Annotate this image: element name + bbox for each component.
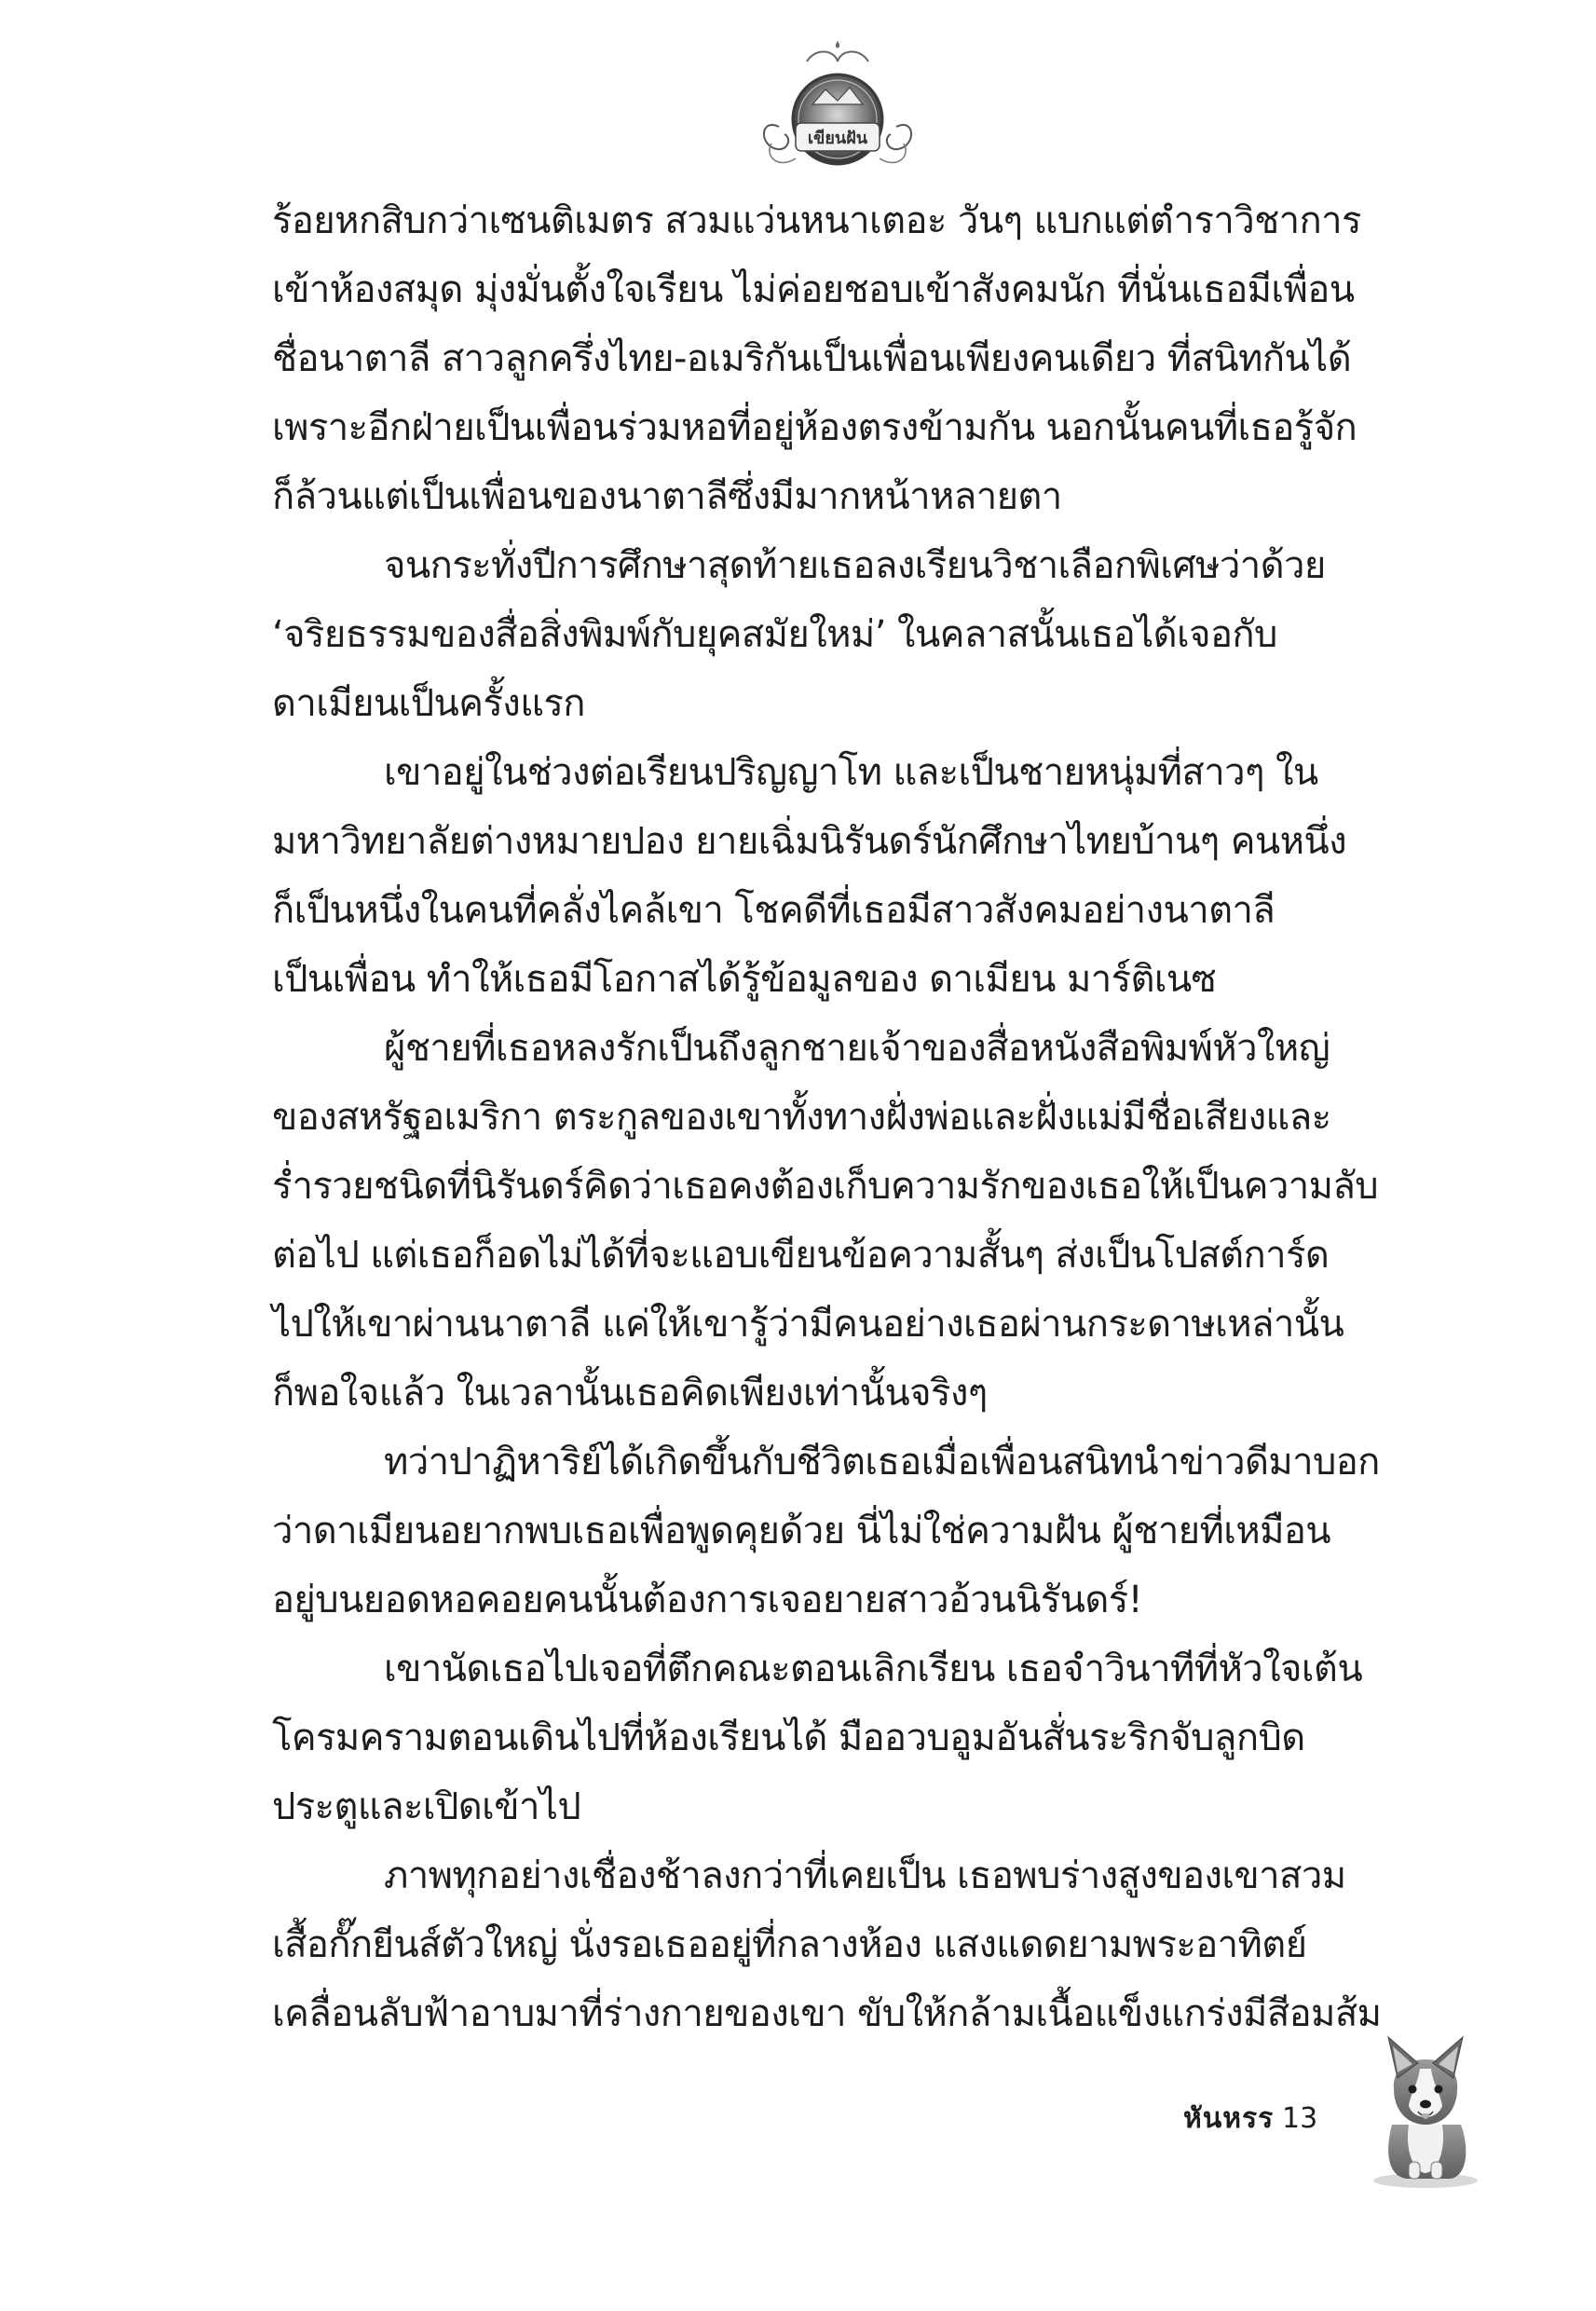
text-line: เป็นเพื่อน ทำให้เธอมีโอกาสได้รู้ข้อมูลของ ดาเมียน มาร์ติเนซ [272,958,1217,1001]
text-line: ประตูและเปิดเข้าไป [272,1785,581,1828]
text-line: ต่อไป แต่เธอก็อดไม่ได้ที่จะแอบเขียนข้อความสั้นๆ ส่งเป็นโปสต์การ์ด [272,1234,1330,1277]
text-line: เข้าห้องสมุด มุ่งมั่นตั้งใจเรียน ไม่ค่อยชอบเข้าสังคมนัก ที่นั่นเธอมีเพื่อน [272,268,1355,311]
text-line: ทว่าปาฏิหาริย์ได้เกิดขึ้นกับชีวิตเธอเมื่อเพื่อนสนิทนำข่าวดีมาบอก [384,1441,1380,1484]
footer-book-title: หันหรร [1183,2102,1275,2135]
text-line: เขาอยู่ในช่วงต่อเรียนปริญญาโท และเป็นชายหนุ่มที่สาวๆ ใน [384,751,1318,794]
text-line: เพราะอีกฝ่ายเป็นเพื่อนร่วมหอที่อยู่ห้องตรงข้ามกัน นอกนั้นคนที่เธอรู้จัก [272,406,1357,449]
text-line: ดาเมียนเป็นครั้งแรก [272,682,585,725]
text-line: เคลื่อนลับฟ้าอาบมาที่ร่างกายของเขา ขับให้กล้ามเนื้อแข็งแกร่งมีสีอมส้ม [272,1992,1382,2035]
text-line: ร่ำรวยชนิดที่นิรันดร์คิดว่าเธอคงต้องเก็บความรักของเธอให้เป็นความลับ [272,1165,1379,1208]
text-line: โครมครามตอนเดินไปที่ห้องเรียนได้ มืออวบอูมอันสั่นระริกจับลูกบิด [272,1716,1305,1759]
text-line: ‘จริยธรรมของสื่อสิ่งพิมพ์กับยุคสมัยใหม่’ ในคลาสนั้นเธอได้เจอกับ [272,613,1277,656]
text-line: จนกระทั่งปีการศึกษาสุดท้ายเธอลงเรียนวิชาเลือกพิเศษว่าด้วย [384,544,1326,587]
text-line: อยู่บนยอดหอคอยคนนั้นต้องการเจอยายสาวอ้วนนิรันดร์! [272,1579,1143,1621]
text-line: ของสหรัฐอเมริกา ตระกูลของเขาทั้งทางฝั่งพ่อและฝั่งแม่มีชื่อเสียงและ [272,1096,1331,1139]
text-line: เขานัดเธอไปเจอที่ตึกคณะตอนเลิกเรียน เธอจำวินาทีที่หัวใจเต้น [384,1648,1363,1690]
text-line: ก็เป็นหนึ่งในคนที่คลั่งไคล้เขา โชคดีที่เธอมีสาวสังคมอย่างนาตาลี [272,889,1275,932]
header-emblem-logo [751,34,924,181]
text-line: มหาวิทยาลัยต่างหมายปอง ยายเฉิ่มนิรันดร์นักศึกษาไทยบ้านๆ คนหนึ่ง [272,820,1347,863]
text-line: ผู้ชายที่เธอหลงรักเป็นถึงลูกชายเจ้าของสื่อหนังสือพิมพ์หัวใหญ่ [384,1027,1330,1070]
text-line: ชื่อนาตาลี สาวลูกครึ่งไทย-อเมริกันเป็นเพื่อนเพียงคนเดียว ที่สนิทกันได้ [272,337,1352,380]
text-line: ว่าดาเมียนอยากพบเธอเพื่อพูดคุยด้วย นี่ไม่ใช่ความฝัน ผู้ชายที่เหมือน [272,1510,1331,1552]
text-line: ไปให้เขาผ่านนาตาลี แค่ให้เขารู้ว่ามีคนอย่างเธอผ่านกระดาษเหล่านั้น [272,1303,1344,1346]
text-line: ก็พอใจแล้ว ในเวลานั้นเธอคิดเพียงเท่านั้นจริงๆ [272,1372,988,1415]
text-line: ก็ล้วนแต่เป็นเพื่อนของนาตาลีซึ่งมีมากหน้าหลายตา [272,475,1062,518]
text-line: ภาพทุกอย่างเชื่องช้าลงกว่าที่เคยเป็น เธอพบร่างสูงของเขาสวม [384,1854,1346,1897]
page-number: 13 [1282,2102,1318,2135]
emblem-text: เขียนฝัน [807,129,868,148]
body-text [272,186,1424,2035]
text-line: เสื้อกั๊กยีนส์ตัวใหญ่ นั่งรอเธออยู่ที่กลางห้อง แสงแดดยามพระอาทิตย์ [272,1923,1307,1966]
corgi-dog-icon [1360,2031,1491,2190]
text-line: ร้อยหกสิบกว่าเซนติเมตร สวมแว่นหนาเตอะ วันๆ แบกแต่ตำราวิชาการ [272,199,1361,242]
